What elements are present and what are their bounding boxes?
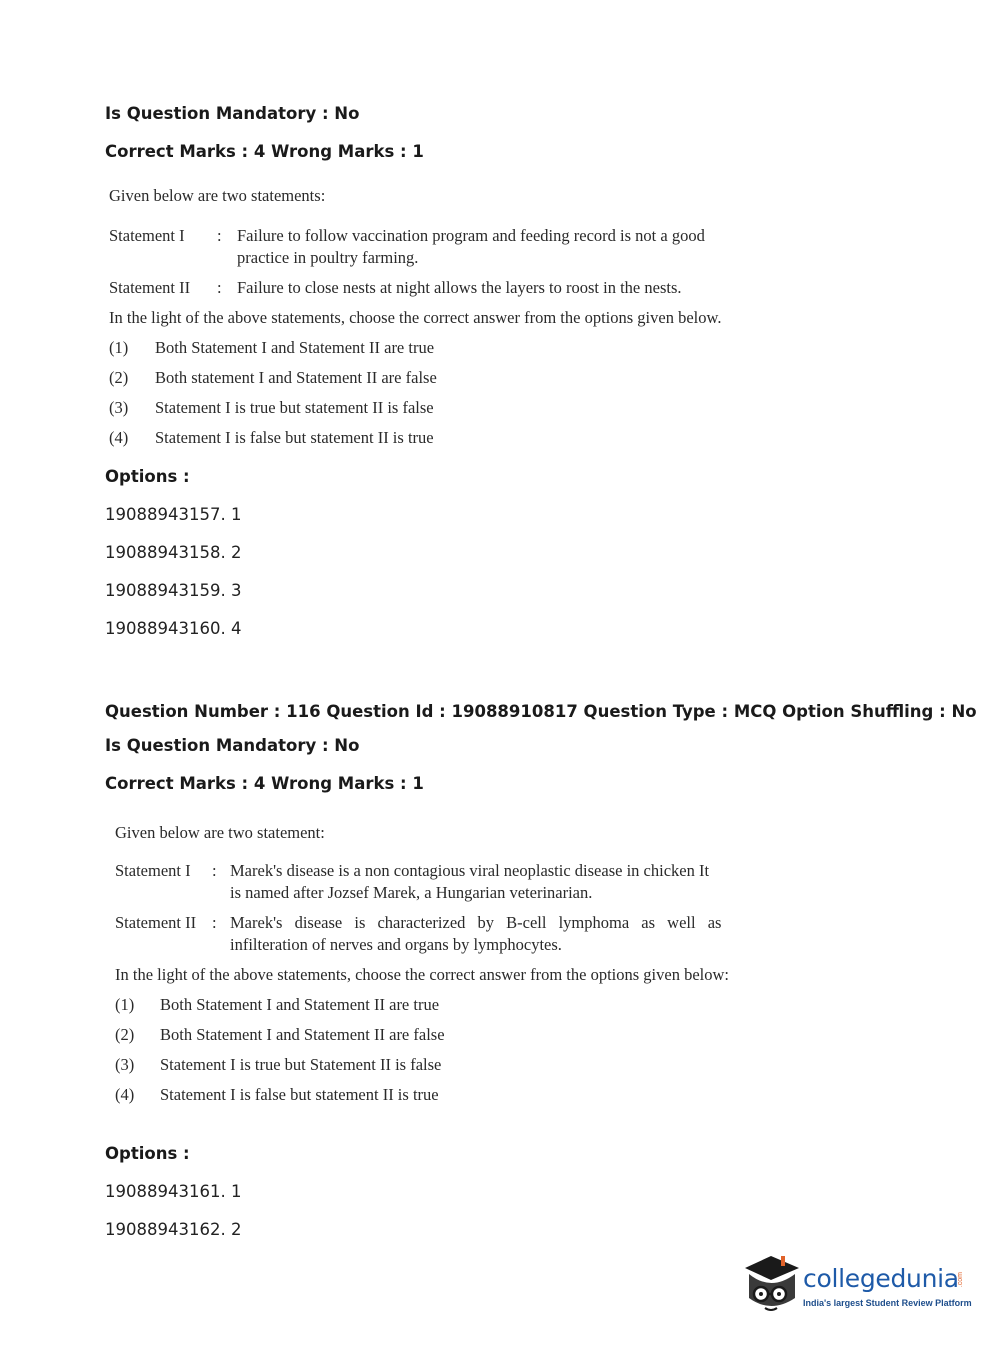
option-item: 19088943161. 1	[105, 1182, 242, 1201]
choice-number: (2)	[115, 1025, 135, 1044]
statement-2-text-cont: infilteration of nerves and organs by lymphocytes.	[230, 935, 562, 954]
options-heading: Options :	[105, 467, 190, 486]
separator-colon: :	[212, 913, 217, 932]
statement-2-label: Statement II	[115, 913, 197, 932]
choice-text: Both Statement I and Statement II are false	[160, 1025, 445, 1044]
options-heading: Options :	[105, 1144, 190, 1163]
question-intro: Given below are two statement:	[115, 823, 325, 842]
choice-text: Both Statement I and Statement II are true	[155, 338, 435, 357]
choice-text: Statement I is false but statement II is true	[155, 428, 434, 447]
statement-2-label: Statement II	[109, 278, 191, 297]
logo-wordmark: collegedunia	[803, 1264, 959, 1293]
question-image-115	[109, 186, 749, 456]
choice-number: (2)	[109, 368, 129, 387]
choice-number: (1)	[115, 995, 135, 1014]
choice-text: Statement I is false but statement II is true	[160, 1085, 439, 1104]
separator-colon: :	[217, 226, 222, 245]
question-image-116	[115, 823, 735, 1113]
option-item: 19088943160. 4	[105, 619, 242, 638]
statement-1-text-cont: is named after Jozsef Marek, a Hungarian veterinarian.	[230, 883, 593, 902]
logo-tagline: India's largest Student Review Platform	[803, 1298, 972, 1308]
statement-1-text-cont: practice in poultry farming.	[237, 248, 419, 267]
separator-colon: :	[212, 861, 217, 880]
choice-text: Statement I is true but Statement II is false	[160, 1055, 442, 1074]
statement-1-text: Failure to follow vaccination program and feeding record is not a good	[237, 226, 705, 245]
separator-colon: :	[217, 278, 222, 297]
choice-text: Both statement I and Statement II are false	[155, 368, 437, 387]
statement-2-text: Failure to close nests at night allows the layers to roost in the nests.	[237, 278, 682, 297]
choice-number: (3)	[115, 1055, 135, 1074]
choice-text: Statement I is true but statement II is false	[155, 398, 434, 417]
mandatory-line: Is Question Mandatory : No	[105, 104, 360, 123]
option-item: 19088943159. 3	[105, 581, 242, 600]
logo-domain-suffix: .com	[957, 1272, 964, 1288]
statement-1-label: Statement I	[109, 226, 185, 245]
mandatory-line: Is Question Mandatory : No	[105, 736, 360, 755]
statement-2-text: Marek's disease is characterized by B-cell lymphoma as well as	[230, 913, 722, 932]
option-item: 19088943162. 2	[105, 1220, 242, 1239]
statement-1-text: Marek's disease is a non contagious viral neoplastic disease in chicken It	[230, 861, 710, 880]
mascot-logo-icon	[741, 1248, 803, 1320]
choice-text: Both Statement I and Statement II are true	[160, 995, 440, 1014]
marks-line: Correct Marks : 4 Wrong Marks : 1	[105, 142, 424, 161]
question-instruction: In the light of the above statements, choose the correct answer from the options given below:	[115, 965, 729, 984]
question-header: Question Number : 116 Question Id : 19088910817 Question Type : MCQ Option Shuffling : No	[105, 702, 977, 721]
collegedunia-logo[interactable]	[741, 1248, 971, 1320]
choice-number: (1)	[109, 338, 129, 357]
option-item: 19088943158. 2	[105, 543, 242, 562]
choice-number: (3)	[109, 398, 129, 417]
option-item: 19088943157. 1	[105, 505, 242, 524]
choice-number: (4)	[115, 1085, 135, 1104]
choice-number: (4)	[109, 428, 129, 447]
statement-1-label: Statement I	[115, 861, 191, 880]
question-intro: Given below are two statements:	[109, 186, 326, 205]
question-instruction: In the light of the above statements, choose the correct answer from the options given below.	[109, 308, 722, 327]
marks-line: Correct Marks : 4 Wrong Marks : 1	[105, 774, 424, 793]
